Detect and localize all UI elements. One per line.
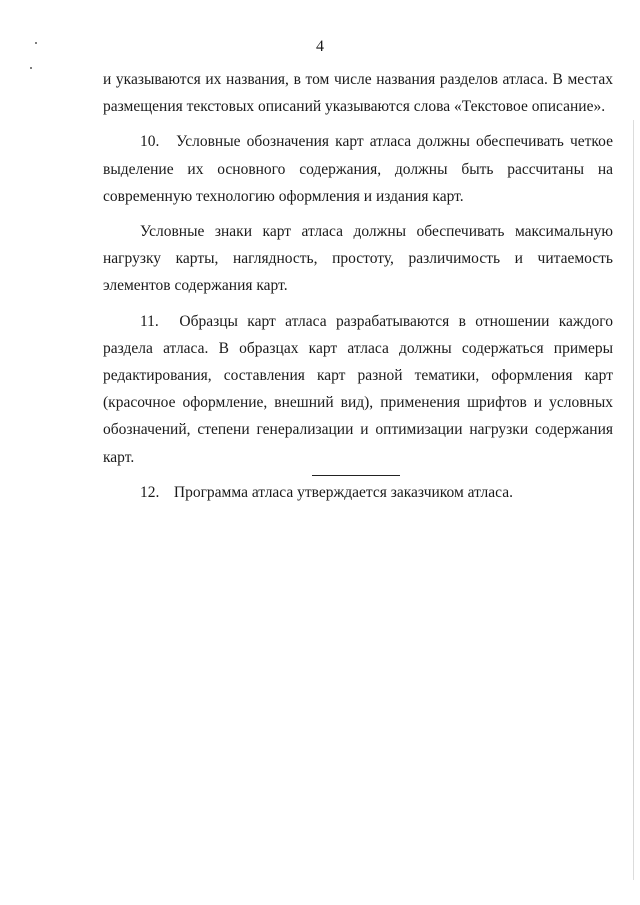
paragraph-number: 11. [140,312,159,330]
paragraph-11 [103,308,613,471]
paragraph-10-continued: Условные знаки карт атласа должны обеспечивать максимальную нагрузку карты, наглядность, простоту, различимость и читаемость элементов содержания карт. [103,223,613,295]
paragraph-text: Образцы карт атласа разрабатываются в отношении каждого раздела атласа. В образцах карт атласа должны содержаться примеры редактирования, составления карт разной тематики, оформления карт (красочное оформление, внешний вид), применения шрифтов и условных обозначений, степени генерализации и оптимизации нагрузки содержания карт. [103,312,613,466]
paragraph-number: 12. [140,483,160,501]
page-edge-shadow [633,120,634,880]
paragraph-10 [103,128,613,210]
document-body [103,66,613,506]
paragraph-12 [103,479,613,506]
paragraph-text: Условные обозначения карт атласа должны обеспечивать четкое выделение их основного содержания, должны быть рассчитаны на современную технологию оформления и издания карт. [103,133,613,205]
scan-speck [30,67,32,69]
page-number: 4 [316,38,324,55]
paragraph-text: Программа атласа утверждается заказчиком атласа. [173,483,513,501]
paragraph-continuation: и указываются их названия, в том числе названия разделов атласа. В местах размещения текстовых описаний указываются слова «Текстовое описание». [103,71,613,116]
closing-rule [312,475,400,476]
paragraph-number: 10. [140,133,160,151]
